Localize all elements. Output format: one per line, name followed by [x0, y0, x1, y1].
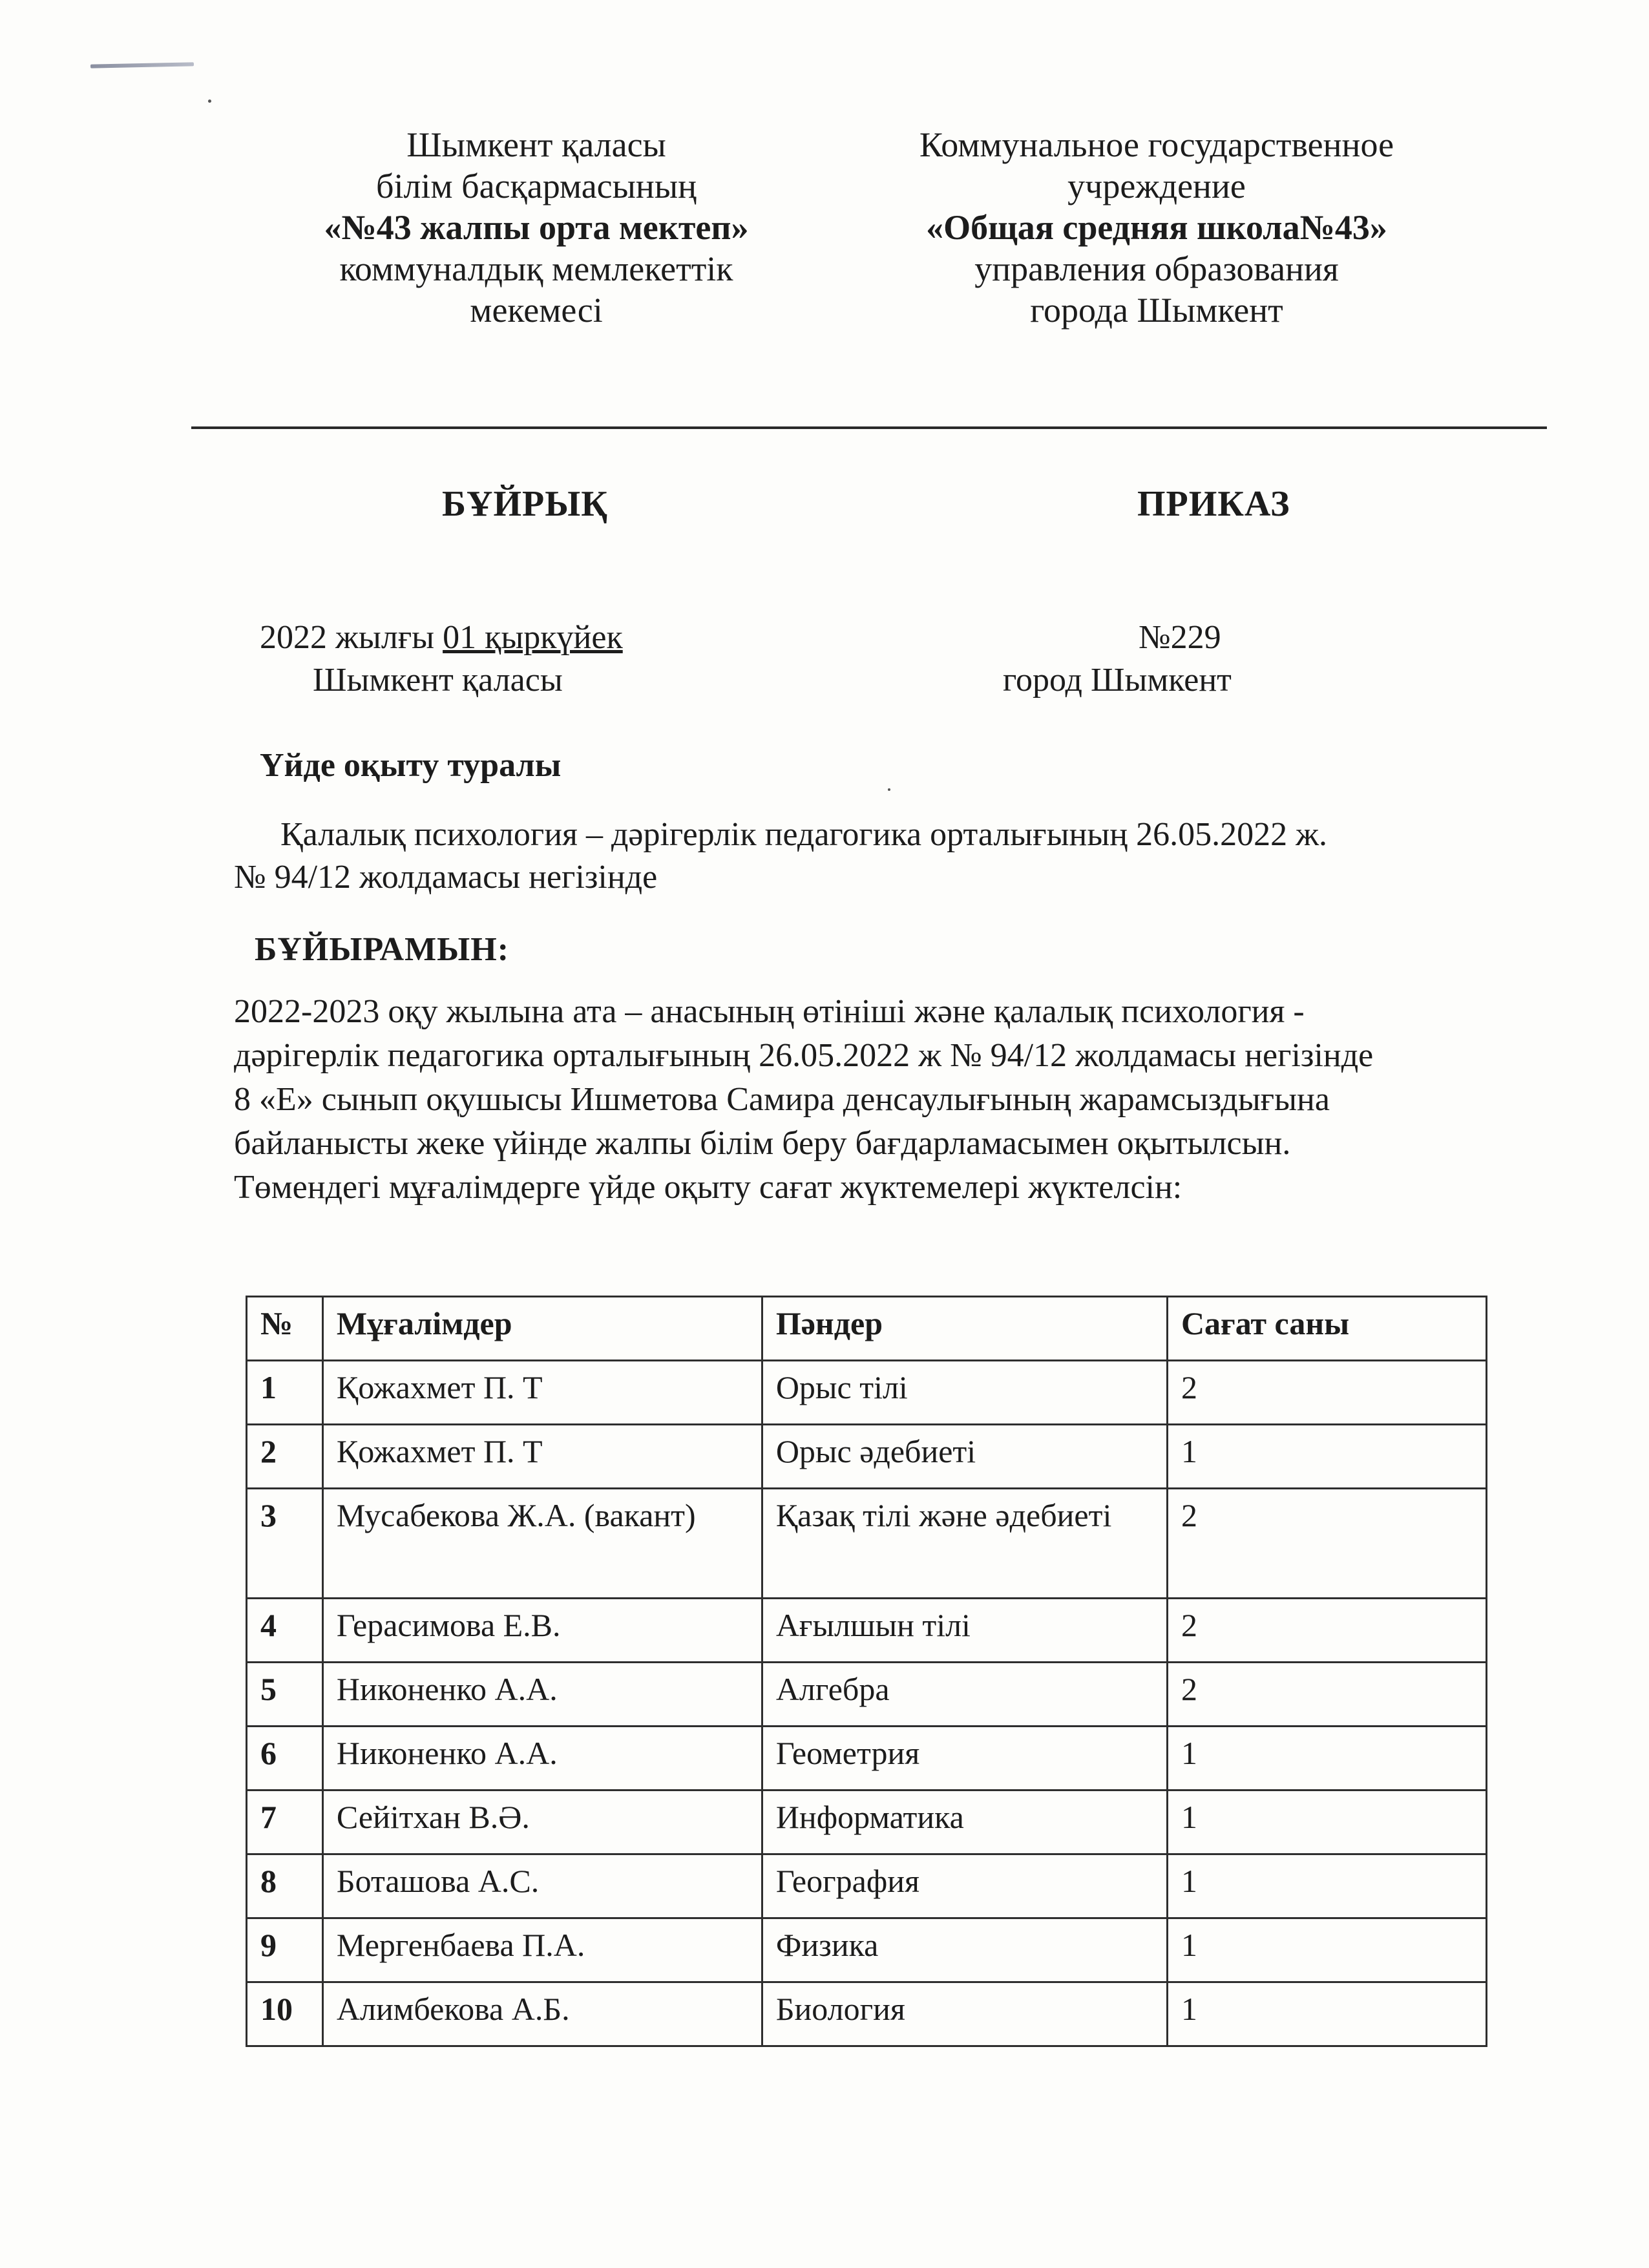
- row-teacher: Никоненко А.А.: [322, 1727, 762, 1790]
- basis-line: № 94/12 жолдамасы негізінде: [234, 859, 658, 896]
- table-row: [247, 1982, 1487, 2046]
- header-russian: [859, 124, 1454, 331]
- row-subject: Биология: [762, 1982, 1167, 2046]
- row-number: 8: [247, 1854, 323, 1918]
- scan-speck: [888, 788, 890, 791]
- row-subject: Қазақ тілі және әдебиеті: [762, 1489, 1167, 1599]
- row-hours: 2: [1167, 1489, 1486, 1599]
- header-kazakh-line: білім басқармасының: [376, 167, 697, 205]
- order-body-line: 8 «Е» сынып оқушысы Ишметова Самира денсаулығының жарамсыздығына: [234, 1081, 1330, 1118]
- row-subject: Физика: [762, 1918, 1167, 1982]
- order-date: [260, 616, 623, 659]
- row-teacher: Қожахмет П. Т: [322, 1361, 762, 1425]
- header-kazakh-line: коммуналдық мемлекеттік: [339, 249, 733, 288]
- row-number: 1: [247, 1361, 323, 1425]
- row-hours: 1: [1167, 1790, 1486, 1854]
- row-subject: Алгебра: [762, 1663, 1167, 1727]
- row-number: 5: [247, 1663, 323, 1727]
- header-kazakh-school-name: «№43 жалпы орта мектеп»: [324, 208, 749, 247]
- header-russian-school-name: «Общая средняя школа№43»: [926, 208, 1387, 247]
- row-teacher: Герасимова Е.В.: [322, 1599, 762, 1663]
- row-subject: Орыс тілі: [762, 1361, 1167, 1425]
- table-row: [247, 1361, 1487, 1425]
- scan-speck: [208, 100, 211, 103]
- city-russian: город Шымкент: [1003, 662, 1232, 698]
- table-row: [247, 1854, 1487, 1918]
- teachers-table: [246, 1296, 1487, 2047]
- row-number: 2: [247, 1425, 323, 1489]
- row-number: 3: [247, 1489, 323, 1599]
- row-number: 6: [247, 1727, 323, 1790]
- table-header-row: [247, 1297, 1487, 1361]
- table-header-number: №: [247, 1297, 323, 1361]
- order-word: БҰЙЫРАМЫН:: [255, 931, 510, 968]
- row-teacher: Мергенбаева П.А.: [322, 1918, 762, 1982]
- row-number: 7: [247, 1790, 323, 1854]
- row-teacher: Мусабекова Ж.А. (вакант): [322, 1489, 762, 1599]
- doc-type-russian: ПРИКАЗ: [1137, 484, 1290, 524]
- row-teacher: Никоненко А.А.: [322, 1663, 762, 1727]
- order-body-line: байланысты жеке үйінде жалпы білім беру бағдарламасымен оқытылсын.: [234, 1125, 1291, 1162]
- header-kazakh-line: мекемесі: [470, 291, 603, 330]
- row-hours: 1: [1167, 1727, 1486, 1790]
- row-number: 4: [247, 1599, 323, 1663]
- row-number: 10: [247, 1982, 323, 2046]
- header-russian-line: управления образования: [974, 249, 1339, 288]
- row-hours: 2: [1167, 1663, 1486, 1727]
- order-body-line: Төмендегі мұғалімдерге үйде оқыту сағат жүктемелері жүктелсін:: [234, 1169, 1182, 1206]
- table-header-subjects: Пәндер: [762, 1297, 1167, 1361]
- table-row: [247, 1599, 1487, 1663]
- scan-artifact-mark: [90, 62, 194, 68]
- row-subject: Орыс әдебиеті: [762, 1425, 1167, 1489]
- header-russian-line: учреждение: [1067, 167, 1246, 205]
- row-teacher: Сейітхан В.Ә.: [322, 1790, 762, 1854]
- table-row: [247, 1790, 1487, 1854]
- header-kazakh: [246, 124, 827, 331]
- row-hours: 1: [1167, 1918, 1486, 1982]
- row-subject: Геометрия: [762, 1727, 1167, 1790]
- city-kazakh: Шымкент қаласы: [313, 662, 563, 698]
- table-row: [247, 1918, 1487, 1982]
- order-date-day-month: 01 қыркүйек: [443, 619, 623, 656]
- order-subject: Үйде оқыту туралы: [260, 747, 562, 784]
- header-divider: [191, 426, 1547, 429]
- row-teacher: Боташова А.С.: [322, 1854, 762, 1918]
- row-subject: Информатика: [762, 1790, 1167, 1854]
- table-header-teachers: Мұғалімдер: [322, 1297, 762, 1361]
- order-body: [234, 990, 1565, 1210]
- header-russian-line: Коммунальное государственное: [919, 125, 1394, 164]
- order-number: №229: [1139, 619, 1221, 656]
- header-kazakh-line: Шымкент қаласы: [406, 125, 666, 164]
- row-subject: География: [762, 1854, 1167, 1918]
- order-body-line: 2022-2023 оқу жылына ата – анасының өтініші және қалалық психология -: [234, 993, 1305, 1030]
- table-row: [247, 1425, 1487, 1489]
- row-number: 9: [247, 1918, 323, 1982]
- order-date-prefix: 2022 жылғы: [260, 619, 443, 656]
- table-header-hours: Сағат саны: [1167, 1297, 1486, 1361]
- row-hours: 2: [1167, 1361, 1486, 1425]
- table-row: [247, 1727, 1487, 1790]
- row-teacher: Алимбекова А.Б.: [322, 1982, 762, 2046]
- row-hours: 1: [1167, 1854, 1486, 1918]
- table-row: [247, 1663, 1487, 1727]
- row-hours: 1: [1167, 1425, 1486, 1489]
- row-teacher: Қожахмет П. Т: [322, 1425, 762, 1489]
- table-row: [247, 1489, 1487, 1599]
- row-hours: 1: [1167, 1982, 1486, 2046]
- doc-type-kazakh: БҰЙРЫҚ: [442, 484, 608, 524]
- row-subject: Ағылшын тілі: [762, 1599, 1167, 1663]
- order-body-line: дәрігерлік педагогика орталығының 26.05.2022 ж № 94/12 жолдамасы негізінде: [234, 1037, 1374, 1074]
- basis-line: Қалалық психология – дәрігерлік педагогика орталығының 26.05.2022 ж.: [280, 816, 1328, 853]
- header-russian-line: города Шымкент: [1030, 291, 1283, 330]
- row-hours: 2: [1167, 1599, 1486, 1663]
